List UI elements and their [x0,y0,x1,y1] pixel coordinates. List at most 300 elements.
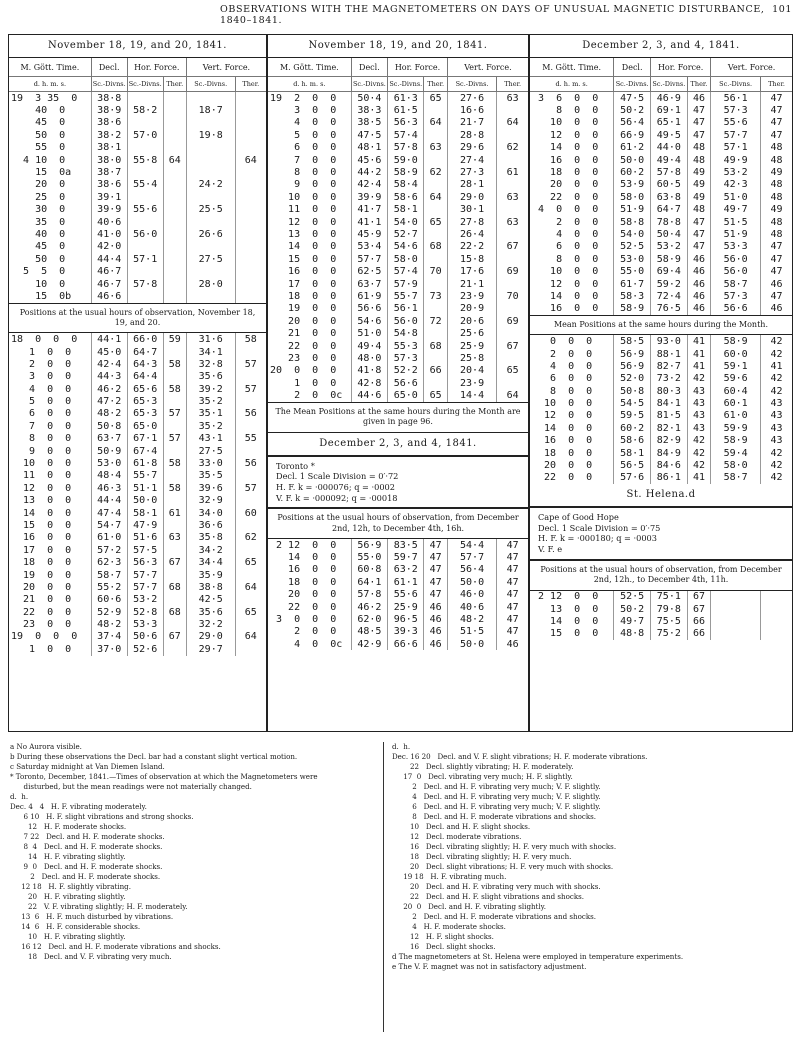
value-cell: 57·0 [127,129,163,141]
footnote-line: 16 Decl. vibrating slightly; H. F. very much with shocks. [392,842,617,851]
value-cell [163,166,186,178]
value-cell [163,228,186,240]
value-cell: 58·3 [614,290,651,302]
value-cell: 63 [506,92,519,104]
value-cell: 47 [687,228,711,240]
value-cell: 41 [770,360,783,372]
value-cell: 56·9 [614,360,651,372]
footnote-divider [383,742,384,1032]
value-cell: 58·7 [91,569,127,581]
value-cell: 62 [424,166,447,178]
value-cell: 58·9 [388,166,424,178]
value-cell [186,265,235,277]
table-row [268,626,528,638]
value-cell: 46·9 [651,92,688,105]
value-cell [235,544,266,556]
value-cell: 50·0 [447,576,496,588]
value-cell: 32·9 [186,495,235,507]
value-cell: 57·2 [91,544,127,556]
value-cell: 46 [687,290,711,302]
time-cell: 2 0 0c [268,389,351,401]
block-nov-1 [8,34,267,732]
footnotes-right [392,742,792,972]
value-cell: 65 [424,216,447,228]
table-row [9,383,266,395]
value-cell: 83·5 [388,539,424,551]
value-cell: 35·6 [186,606,235,618]
table-row [530,191,792,203]
value-cell: 58·9 [711,435,761,447]
time-cell: 19 2 0 0 [268,92,351,105]
value-cell: 34·4 [186,556,235,568]
cape-constants [530,507,792,560]
value-cell: 60·4 [711,385,761,397]
table-row [530,459,792,471]
table-row [9,358,266,370]
table-row [530,204,792,216]
value-cell: 26·6 [186,228,235,240]
footnote-line: 12 18 H. F. slightly vibrating. [10,882,131,891]
time-cell: 8 0 0 [268,166,351,178]
value-cell: 20·4 [447,365,496,377]
value-cell: 84·6 [651,459,688,471]
value-cell [235,290,266,302]
footnote-line: 17 0 Decl. vibrating very much; H. F. slightly. [392,772,573,781]
value-cell: 53·9 [614,179,651,191]
table-row [9,470,266,482]
value-cell: 27·5 [186,253,235,265]
value-cell: 58·0 [711,459,761,471]
value-cell: 70 [506,290,519,302]
table-row [268,142,528,154]
table-row [530,591,792,603]
value-cell [163,142,186,154]
value-cell: 38·9 [91,104,127,116]
value-cell: 42·8 [351,377,387,389]
value-cell: 58 [163,358,186,370]
value-cell: 56·6 [711,303,761,315]
value-cell: 61 [163,507,186,519]
time-cell: 25 0 [9,191,91,203]
time-cell: 22 0 0 [530,191,614,203]
value-cell: 51·5 [447,626,496,638]
value-cell: 58·6 [614,435,651,447]
value-cell: 54·0 [388,216,424,228]
value-cell: 54·4 [447,539,496,551]
data-table [9,58,266,303]
value-cell: 37·0 [91,643,127,655]
value-cell: 38·2 [91,129,127,141]
value-cell: 59·1 [711,360,761,372]
value-cell [235,104,266,116]
value-cell: 43 [687,422,711,434]
time-cell: 45 0 [9,241,91,253]
value-cell: 49 [687,166,711,178]
value-cell: 42·9 [351,638,387,650]
value-cell: 40·6 [91,216,127,228]
value-cell [424,154,447,166]
constant-line: H. F. k = ·000076; q = ·0002 [276,481,395,492]
value-cell [186,117,235,129]
value-cell: 57·1 [127,253,163,265]
time-cell: 35 0 [9,216,91,228]
value-cell: 46·0 [447,589,496,601]
column-subheader: Sc.-Divns. [711,77,761,92]
value-cell [163,117,186,129]
value-cell: 42 [770,373,783,385]
value-cell: 56·9 [351,539,387,551]
time-cell: 16 0 0 [9,532,91,544]
value-cell [186,142,235,154]
value-cell [163,253,186,265]
value-cell [424,204,447,216]
value-cell: 57·7 [447,551,496,563]
column-header: Hor. Force. [127,58,186,77]
value-cell: 59·5 [614,410,651,422]
value-cell: 38·8 [91,92,127,105]
value-cell: 34·2 [186,544,235,556]
value-cell: 65·3 [127,408,163,420]
footnote-line: 12 H. F. moderate shocks. [10,822,127,831]
value-cell: 60·8 [351,564,387,576]
value-cell: 32·8 [186,358,235,370]
value-cell: 58·6 [388,191,424,203]
value-cell: 65·0 [388,389,424,401]
footnote-line: 22 V. F. vibrating slightly; H. F. moderately. [10,902,188,911]
time-cell: 12 0 0 [9,482,91,494]
table-row [9,265,266,277]
value-cell: 41·7 [351,204,387,216]
value-cell: 68 [424,340,447,352]
value-cell: 65 [424,389,447,401]
value-cell: 24·2 [186,179,235,191]
value-cell: 65·1 [651,117,688,129]
value-cell: 68 [424,241,447,253]
station-name: Toronto * [276,460,315,471]
column-subheader: Sc.-Divns. [651,77,688,92]
positions-note: Positions at the usual hours of observation, from December 2nd, 12h., to December 4th, 11h. [530,560,792,591]
table-row [530,92,792,105]
value-cell: 56·4 [447,564,496,576]
column-header: Decl. [91,58,127,77]
value-cell: 57 [163,408,186,420]
value-cell [163,216,186,228]
table-row [268,315,528,327]
table-row [268,166,528,178]
value-cell: 46 [424,626,447,638]
value-cell: 60·6 [91,594,127,606]
value-cell: 47·2 [91,395,127,407]
value-cell: 56·3 [127,556,163,568]
table-row [9,92,266,105]
table-row [530,348,792,360]
table-row [9,228,266,240]
time-cell: 1 0 0 [268,377,351,389]
value-cell [127,216,163,228]
value-cell: 41 [687,360,711,372]
table-row [268,92,528,105]
column-header: Vert. Force. [447,58,528,77]
value-cell: 60·2 [614,166,651,178]
footnote-line: d The magnetometers at St. Helena were employed in temperature experiments. [392,952,684,961]
value-cell: 29·0 [186,631,235,643]
positions-note: Positions at the usual hours of observation, November 18, 19, and 20. [9,303,266,334]
time-cell: 6 0 0 [530,241,614,253]
time-cell: 16 0 0 [268,564,351,576]
value-cell: 56 [244,458,257,470]
value-cell: 49·4 [651,154,688,166]
table-row [9,618,266,630]
constant-line: H. F. k = ·000180; q = ·0003 [538,533,657,544]
value-cell [235,228,266,240]
data-table [530,591,792,641]
time-cell: 9 0 0 [9,445,91,457]
footnote-line: 7 22 Decl. and H. F. moderate shocks. [10,832,165,841]
value-cell: 50·8 [614,385,651,397]
positions-note: Positions at the usual hours of observation, from December 2nd, 12h, to December 4th, 16h. [268,508,528,539]
time-cell: 4 0 0 [530,360,614,372]
column-header: M. Gött. Time. [268,58,351,77]
value-cell: 49·4 [351,340,387,352]
value-cell [761,603,792,615]
value-cell: 57·7 [127,569,163,581]
value-cell: 47 [424,564,447,576]
time-cell: 15 0a [9,166,91,178]
value-cell: 29·0 [447,191,496,203]
footnote-line: 10 H. F. vibrating slightly. [10,932,126,941]
column-subheader: Ther. [235,77,266,92]
time-cell: 19 3 35 0 [9,92,91,105]
time-cell: 13 0 0 [268,228,351,240]
value-cell [235,643,266,655]
value-cell [235,445,266,457]
value-cell: 28·8 [447,129,496,141]
value-cell [235,569,266,581]
table-row [268,539,528,551]
value-cell: 56·1 [711,92,761,105]
table-row [268,352,528,364]
value-cell [163,519,186,531]
value-cell: 56·6 [388,377,424,389]
value-cell: 49 [770,204,783,216]
value-cell: 93·0 [651,335,688,347]
time-cell: 17 0 0 [268,278,351,290]
value-cell: 47 [506,589,519,601]
value-cell: 70 [424,265,447,277]
value-cell: 35·6 [186,371,235,383]
value-cell: 47 [506,601,519,613]
value-cell: 33·0 [186,457,235,469]
value-cell: 38·6 [91,117,127,129]
value-cell [163,92,186,105]
value-cell: 53·0 [91,457,127,469]
value-cell: 44·4 [91,253,127,265]
value-cell: 25·8 [447,352,496,364]
value-cell: 81·5 [651,410,688,422]
value-cell: 25·6 [447,327,496,339]
value-cell [424,104,447,116]
value-cell: 57·5 [127,544,163,556]
time-cell: 4 10 0 [9,154,91,166]
time-cell: 20 0 0 [268,589,351,601]
value-cell: 55·7 [388,290,424,302]
value-cell: 55·3 [388,340,424,352]
table-row [530,410,792,422]
value-cell [163,420,186,432]
table-row [9,420,266,432]
value-cell: 62 [244,532,257,544]
table-row [9,408,266,420]
value-cell: 62·5 [351,265,387,277]
column-subheader: Ther. [687,77,711,92]
table-row [9,129,266,141]
footnotes-left [10,742,380,962]
value-cell: 48·2 [91,408,127,420]
value-cell: 51·9 [614,204,651,216]
value-cell: 45·9 [351,228,387,240]
value-cell: 55·7 [127,470,163,482]
value-cell [163,290,186,302]
table-row [268,117,528,129]
value-cell: 67 [506,340,519,352]
value-cell: 59 [163,333,186,345]
value-cell: 36·6 [186,519,235,531]
footnote-line: Dec. 16 20 Decl. and V. F. slight vibrations; H. F. moderate vibrations. [392,752,648,761]
value-cell: 59·9 [711,422,761,434]
time-cell: 3 0 0 [268,104,351,116]
value-cell [163,241,186,253]
value-cell: 49·5 [651,129,688,141]
table-row [268,278,528,290]
footnote-line: * Toronto, December, 1841.—Times of observation at which the Magnetometers were [10,772,318,781]
value-cell: 48 [687,204,711,216]
table-row [268,389,528,401]
value-cell [186,290,235,302]
value-cell: 62 [506,142,519,154]
value-cell: 50·0 [127,495,163,507]
value-cell: 18·7 [186,104,235,116]
value-cell: 45·0 [91,346,127,358]
value-cell: 39·2 [186,383,235,395]
value-cell: 48 [770,191,783,203]
time-cell: 18 0 0 [9,556,91,568]
data-table [530,58,792,315]
value-cell: 55·2 [91,581,127,593]
value-cell: 65 [506,365,519,377]
column-subheader: Sc.-Divns. [447,77,496,92]
table-row [530,385,792,397]
value-cell: 43 [770,410,783,422]
value-cell: 60·0 [711,348,761,360]
value-cell: 61·3 [388,92,424,105]
constant-line: V. F. e [538,544,563,555]
table-row [530,472,792,484]
constant-line: Decl. 1 Scale Division = 0′·72 [276,471,399,482]
value-cell [163,371,186,383]
footnote-line: e The V. F. magnet was not in satisfactory adjustment. [392,962,587,971]
value-cell: 46 [770,303,783,315]
value-cell: 56·5 [614,459,651,471]
time-cell: 4 0 0 [9,383,91,395]
table-row [9,191,266,203]
time-cell: 12 0 0 [530,129,614,141]
block-title: November 18, 19, and 20, 1841. [9,35,266,58]
value-cell: 68 [163,606,186,618]
table-row [530,154,792,166]
time-cell: 4 0 0 [268,117,351,129]
table-row [530,628,792,640]
value-cell: 58 [163,383,186,395]
table-row [9,569,266,581]
value-cell [186,166,235,178]
value-cell: 64 [244,154,257,166]
table-row [268,377,528,389]
value-cell: 39·9 [91,204,127,216]
value-cell [424,228,447,240]
value-cell: 38·8 [186,581,235,593]
value-cell: 48·4 [91,470,127,482]
value-cell [497,327,528,339]
value-cell: 42 [687,447,711,459]
value-cell: 55·4 [127,179,163,191]
time-cell: 22 0 0 [530,472,614,484]
table-row [268,638,528,650]
value-cell: 47 [687,129,711,141]
value-cell [163,104,186,116]
value-cell: 60·2 [614,422,651,434]
value-cell: 58·8 [614,216,651,228]
value-cell: 58·0 [388,253,424,265]
table-row [9,241,266,253]
time-cell: 14 0 0 [530,290,614,302]
time-cell: 14 0 0 [530,422,614,434]
value-cell: 88·1 [651,348,688,360]
footnote-line: 16 12 Decl. and H. F. moderate vibrations and shocks. [10,942,221,951]
time-cell: 14 0 0 [530,615,614,627]
value-cell: 53·4 [351,241,387,253]
time-cell: 15 0 0 [268,253,351,265]
value-cell: 48 [687,142,711,154]
table-row [9,333,266,345]
footnote-line: 20 Decl. slight vibrations; H. F. very much with shocks. [392,862,614,871]
value-cell: 57·3 [711,104,761,116]
time-cell: 4 0 0 [530,228,614,240]
value-cell: 82·7 [651,360,688,372]
value-cell [163,495,186,507]
table-row [530,615,792,627]
value-cell [163,179,186,191]
value-cell: 51·0 [711,191,761,203]
value-cell: 46·6 [91,290,127,302]
table-row [530,142,792,154]
value-cell: 58·1 [127,507,163,519]
column-header: Decl. [351,58,387,77]
value-cell [163,204,186,216]
value-cell: 57·8 [351,589,387,601]
value-cell: 54·6 [388,241,424,253]
value-cell: 57·8 [127,278,163,290]
value-cell: 63·7 [351,278,387,290]
time-cell: 12 0 0 [268,216,351,228]
table-row [530,397,792,409]
value-cell: 21·1 [447,278,496,290]
value-cell [163,129,186,141]
footnote-line: a No Aurora visible. [10,742,82,751]
value-cell: 20·9 [447,303,496,315]
value-cell: 35·5 [186,470,235,482]
value-cell: 78·8 [651,216,688,228]
block-nov-2 [267,34,529,732]
